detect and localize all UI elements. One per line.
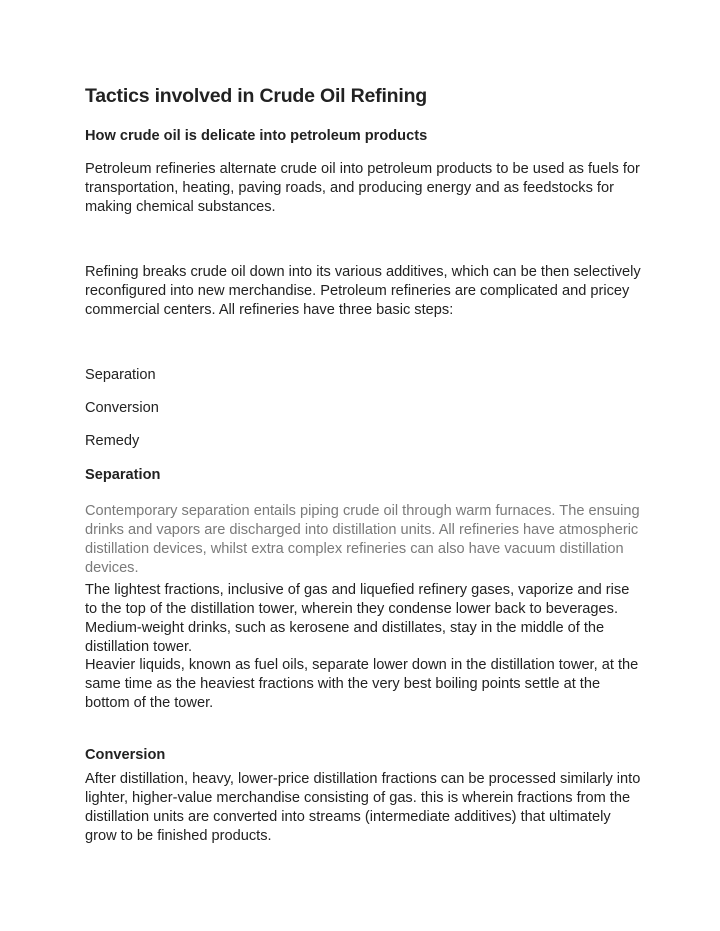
document-title: Tactics involved in Crude Oil Refining	[85, 85, 428, 107]
intro-paragraph-1: Petroleum refineries alternate crude oil into petroleum products to be used as fuels for transportation, heating, paving roads, and producing energy and as feedstocks for making chemical substances.	[85, 161, 640, 215]
step-item-remedy: Remedy	[85, 433, 140, 449]
separation-paragraph-light: The lightest fractions, inclusive of gas and liquefied refinery gases, vaporize and rise to the top of the distillation tower, wherein they condense lower back to beverages.	[85, 582, 630, 617]
conversion-paragraph: After distillation, heavy, lower-price distillation fractions can be processed similarly into lighter, higher-value merchandise consisting of gas. this is wherein fractions from the distillation units are converted into streams (intermediate additives) that ultimately grow to be finished products.	[85, 771, 641, 844]
separation-heading: Separation	[85, 467, 161, 483]
intro-paragraph-2: Refining breaks crude oil down into its various additives, which can be then selectively reconfigured into new merchandise. Petroleum refineries are complicated and pricey commercial centers. All refineries have three basic steps:	[85, 264, 641, 318]
step-item-conversion: Conversion	[85, 400, 159, 416]
conversion-heading: Conversion	[85, 747, 166, 763]
separation-paragraph-medium: Medium-weight drinks, such as kerosene and distillates, stay in the middle of the distillation tower.	[85, 620, 605, 655]
document-subtitle: How crude oil is delicate into petroleum products	[85, 128, 428, 144]
separation-paragraph-heavy: Heavier liquids, known as fuel oils, separate lower down in the distillation tower, at the same time as the heaviest fractions with the very best boiling points settle at the bottom of the tower.	[85, 657, 639, 711]
step-item-separation: Separation	[85, 367, 156, 383]
separation-paragraph-gray: Contemporary separation entails piping crude oil through warm furnaces. The ensuing drinks and vapors are discharged into distillation units. All refineries have atmospheric distillation devices, whilst extra complex refineries can also have vacuum distillation devices.	[85, 503, 640, 576]
